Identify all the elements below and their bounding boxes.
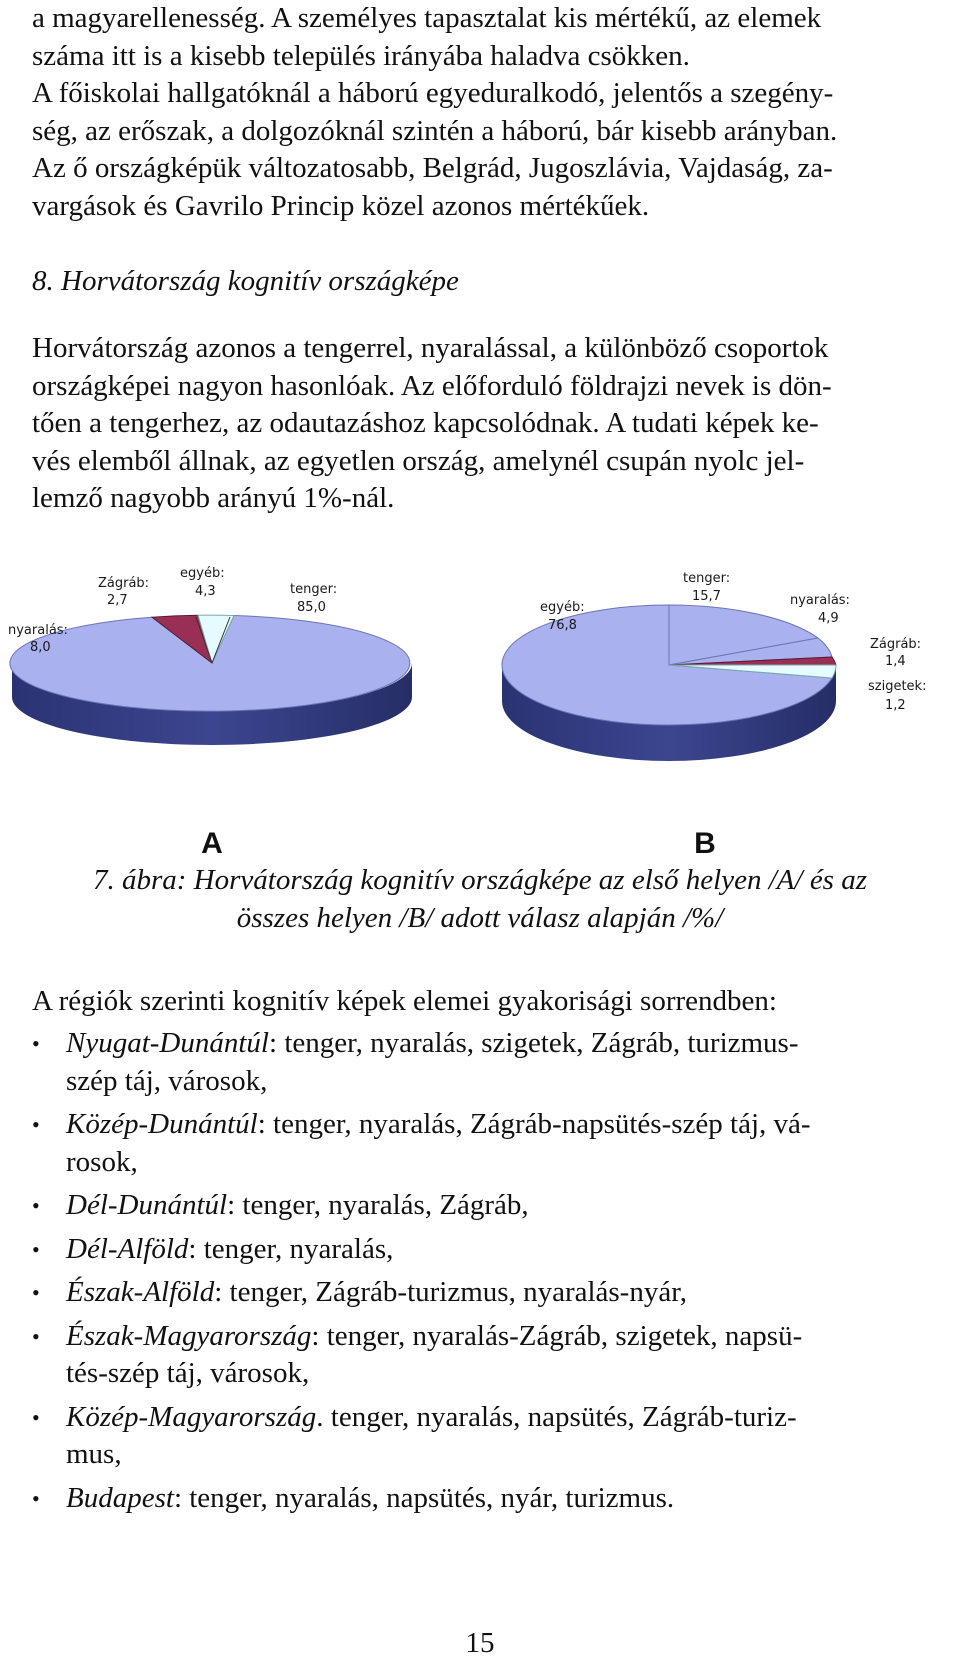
pie-b-value-egyeb: 76,8 [548,618,577,633]
list-item: • Dél-Dunántúl: tenger, nyaralás, Zágráb, [32,1187,922,1225]
section-heading: 8. Horvátország kognitív országképe [32,265,459,297]
region-name: Észak-Alföld [66,1276,215,1308]
region-name: Közép-Dunántúl [66,1108,258,1140]
list-item: • Közép-Dunántúl: tenger, nyaralás, Zágráb-napsütés-szép táj, vá- rosok, [32,1108,811,1178]
region-name: Dél-Dunántúl [66,1189,228,1221]
text-line: ség, az erőszak, a dolgozóknál szintén a háború, bár kisebb arányban. [32,114,838,147]
list-item: • Nyugat-Dunántúl: tenger, nyaralás, szigetek, Zágráb, turizmus- szép táj, városok, [32,1027,799,1097]
text-line: Horvátország azonos a tengerrel, nyaralással, a különböző csoportok [32,332,829,364]
top-paragraph [32,0,922,225]
pie-b-label-egyeb: egyéb: [540,600,585,615]
pie-a-value-zagrab: 2,7 [107,593,128,608]
text-line: Az ő országképük változatosabb, Belgrád, Jugoszlávia, Vajdaság, za- [32,152,833,184]
text-line: száma itt is a kisebb település irányába haladva csökken. [32,39,690,72]
region-name: Budapest [66,1481,174,1514]
pie-chart-a [8,566,412,860]
bullet-icon: • [32,1485,40,1511]
pie-a-label-nyaralas: nyaralás: [8,623,68,638]
section-paragraph [32,330,922,518]
text-line: tően a tengerhez, az odautazáshoz kapcsolódnak. A tudati képek ke- [32,407,819,439]
pie-b-label-nyaralas: nyaralás: [790,593,850,608]
page-number: 15 [465,1627,495,1659]
pie-a-label-zagrab: Zágráb: [98,576,150,591]
pie-b-label-tenger: tenger: [683,571,731,586]
pie-b-value-szigetek: 1,2 [885,698,906,713]
pie-b-title: B [694,827,716,860]
list-item: • Dél-Alföld: tenger, nyaralás, [32,1231,922,1269]
region-name: Nyugat-Dunántúl [66,1027,269,1059]
pie-a-label-tenger: tenger: [290,582,338,597]
pie-charts-figure [0,566,960,860]
text-line: vés elemből állnak, az egyetlen ország, amelynél csupán nyolc jel- [32,444,805,477]
bullet-icon: • [32,1280,40,1305]
bullet-icon: • [32,1112,40,1137]
pie-b-label-zagrab: Zágráb: [870,637,922,652]
bullet-icon: • [32,1193,40,1218]
list-item: • Közép-Magyarország. tenger, nyaralás, napsütés, Zágráb-turiz- mus, [32,1400,797,1470]
list-item: • Észak-Alföld: tenger, Zágráb-turizmus, nyaralás-nyár, [32,1274,922,1312]
list-intro: A régiók szerinti kognitív képek elemei gyakorisági sorrendben: [32,985,777,1017]
pie-b-label-szigetek: szigetek: [868,679,927,694]
pie-a-value-tenger: 85,0 [297,600,326,615]
bullet-icon: • [32,1031,40,1056]
bullet-icon: • [32,1323,40,1349]
figure-caption-line-1: 7. ábra: Horvátország kognitív országképe az első helyen /A/ és az [92,864,868,896]
regions-list [32,1025,922,1523]
region-name: Észak-Magyarország [66,1319,312,1352]
pie-chart-b [502,571,927,860]
pie-b-value-tenger: 15,7 [692,589,721,604]
text-line: A főiskolai hallgatóknál a háború egyeduralkodó, jelentős a szegény- [32,77,834,109]
text-line: a magyarellenesség. A személyes tapasztalat kis mértékű, az elemek [32,2,822,34]
pie-a-value-nyaralas: 8,0 [30,640,51,655]
bullet-icon: • [32,1404,40,1430]
pie-b-value-nyaralas: 4,9 [818,611,839,626]
pie-a-title: A [201,827,223,860]
list-item: • Észak-Magyarország: tenger, nyaralás-Zágráb, szigetek, napsü- tés-szép táj, városok, [32,1319,803,1389]
text-line: vargások és Gavrilo Princip közel azonos mértékűek. [32,189,650,222]
pie-a-label-egyeb: egyéb: [180,566,225,581]
list-item: • Budapest: tenger, nyaralás, napsütés, nyár, turizmus. [32,1480,922,1518]
region-name: Dél-Alföld [66,1232,189,1265]
figure-caption-line-2: összes helyen /B/ adott válasz alapján /%/ [236,902,724,934]
pie-a-value-egyeb: 4,3 [195,584,216,599]
bullet-icon: • [32,1236,40,1262]
text-line: lemző nagyobb arányú 1%-nál. [32,482,395,514]
pie-b-value-zagrab: 1,4 [885,654,906,669]
text-line: országképei nagyon hasonlóak. Az előforduló földrajzi nevek is dön- [32,369,832,402]
region-name: Közép-Magyarország [66,1400,317,1433]
